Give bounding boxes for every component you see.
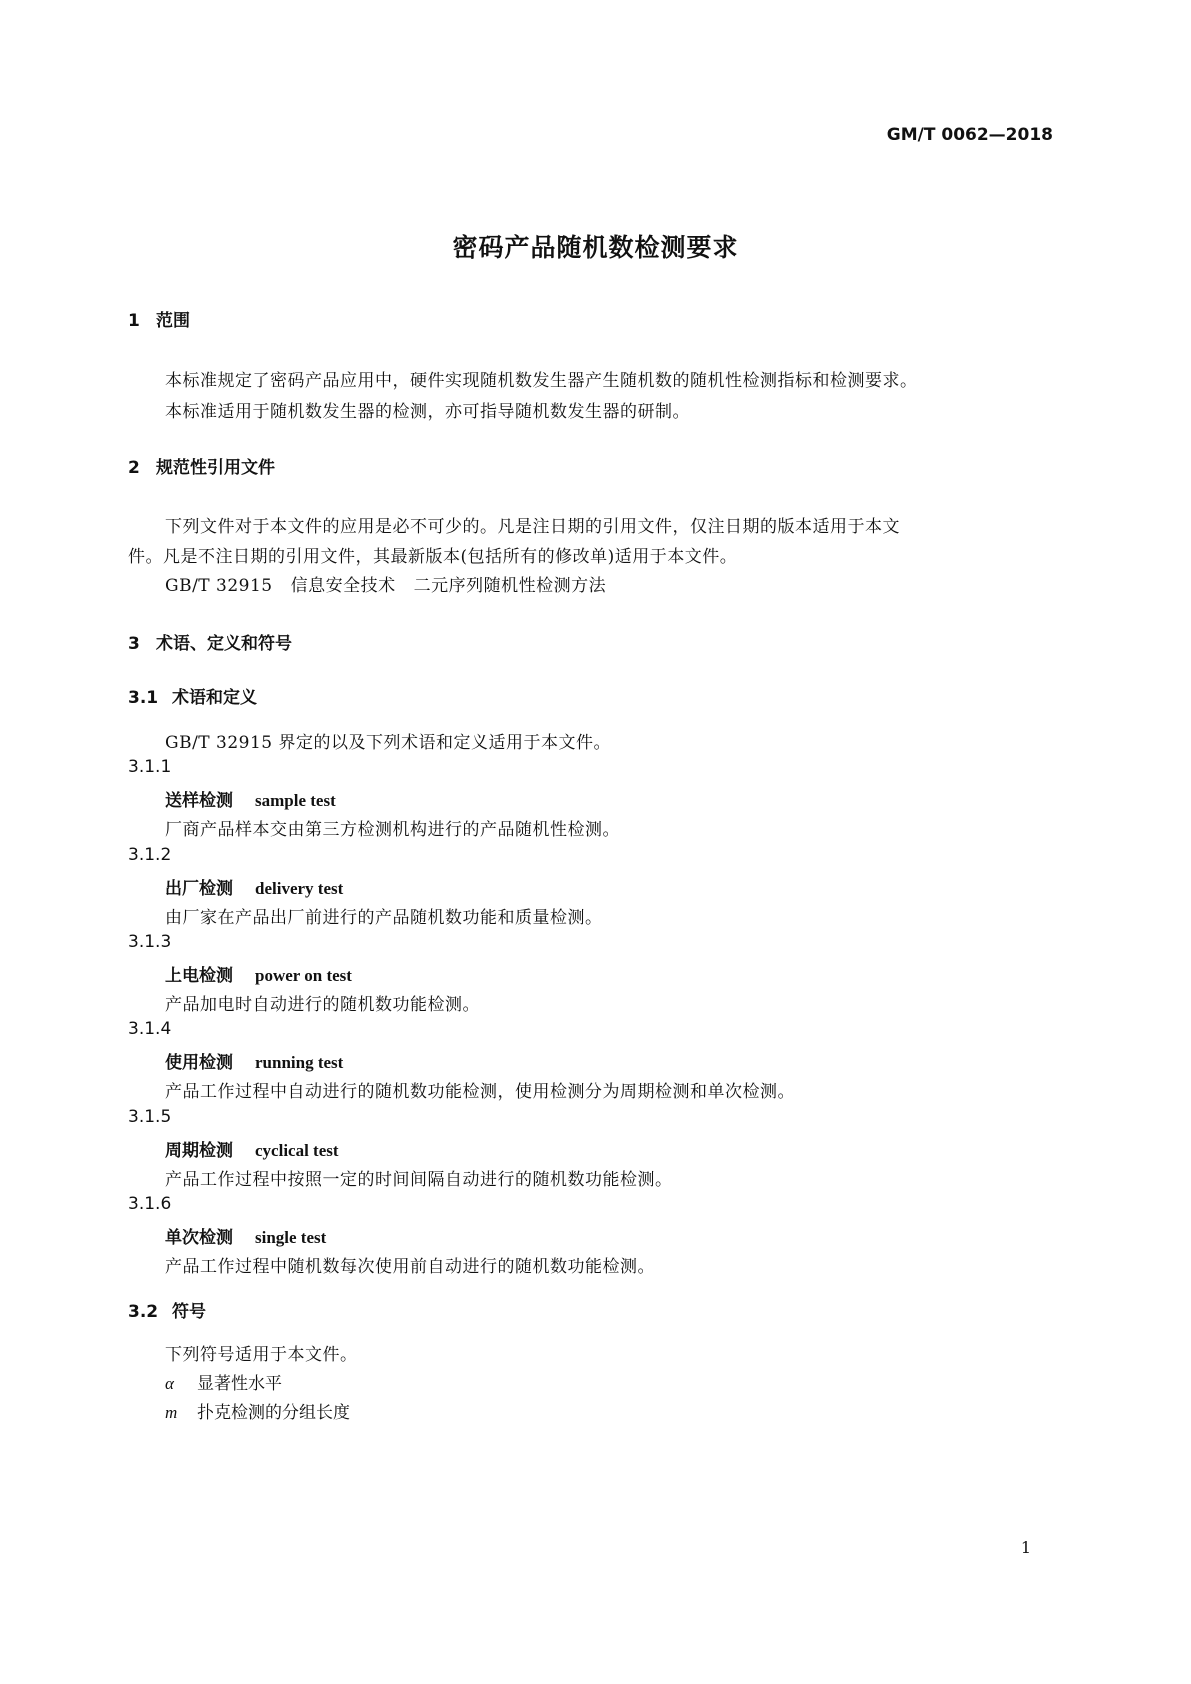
term-chinese: 单次检测: [165, 1228, 233, 1248]
section-2-paragraph-line-2: 件。凡是不注日期的引用文件，其最新版本(包括所有的修改单)适用于本文件。: [128, 547, 738, 567]
reference-code: GB/T 32915: [165, 576, 273, 596]
term-number: 3.1.2: [128, 845, 172, 865]
section-2-paragraph-line-1: 下列文件对于本文件的应用是必不可少的。凡是注日期的引用文件，仅注日期的版本适用于本文: [165, 517, 900, 537]
term-number: 3.1.6: [128, 1194, 172, 1214]
term-number: 3.1.5: [128, 1107, 172, 1127]
section-3-2-intro: 下列符号适用于本文件。: [165, 1345, 358, 1365]
standard-code: GM/T 0062—2018: [886, 125, 1053, 145]
term-chinese: 上电检测: [165, 966, 233, 986]
section-title: 术语和定义: [172, 688, 257, 708]
term-name: [165, 1223, 326, 1248]
term-chinese: 使用检测: [165, 1053, 233, 1073]
term-name: [165, 874, 343, 899]
section-title: 符号: [172, 1302, 206, 1322]
reference-title-part-2: 二元序列随机性检测方法: [413, 576, 607, 596]
section-3-heading: [128, 629, 292, 654]
symbol-description: 显著性水平: [197, 1374, 282, 1394]
symbol-description: 扑克检测的分组长度: [197, 1403, 350, 1423]
symbol-entry: [165, 1369, 282, 1394]
term-name: [165, 1048, 343, 1073]
symbol: m: [165, 1403, 178, 1422]
term-english: running test: [255, 1053, 344, 1072]
term-definition: 厂商产品样本交由第三方检测机构进行的产品随机性检测。: [165, 820, 620, 840]
section-title: 规范性引用文件: [156, 458, 275, 478]
term-definition: 产品加电时自动进行的随机数功能检测。: [165, 995, 480, 1015]
section-1-paragraph-1: 本标准规定了密码产品应用中，硬件实现随机数发生器产生随机数的随机性检测指标和检测要求。: [165, 371, 918, 391]
term-english: cyclical test: [255, 1141, 339, 1160]
section-number: 3.1: [128, 688, 159, 708]
section-2-heading: [128, 453, 275, 478]
section-1-paragraph-2: 本标准适用于随机数发生器的检测，亦可指导随机数发生器的研制。: [165, 402, 690, 422]
term-definition: 产品工作过程中自动进行的随机数功能检测，使用检测分为周期检测和单次检测。: [165, 1082, 795, 1102]
term-chinese: 送样检测: [165, 791, 233, 811]
term-english: power on test: [255, 966, 352, 985]
section-3-1-heading: [128, 683, 257, 708]
term-definition: 由厂家在产品出厂前进行的产品随机数功能和质量检测。: [165, 908, 603, 928]
term-number: 3.1.1: [128, 757, 172, 777]
term-name: [165, 961, 352, 986]
term-english: delivery test: [255, 879, 344, 898]
section-number: 3: [128, 634, 140, 654]
section-3-1-intro: GB/T 32915 界定的以及下列术语和定义适用于本文件。: [165, 733, 612, 753]
term-definition: 产品工作过程中随机数每次使用前自动进行的随机数功能检测。: [165, 1257, 655, 1277]
term-definition: 产品工作过程中按照一定的时间间隔自动进行的随机数功能检测。: [165, 1170, 673, 1190]
reference-title-part-1: 信息安全技术: [290, 576, 396, 596]
term-name: [165, 786, 336, 811]
section-number: 2: [128, 458, 140, 478]
term-english: single test: [255, 1228, 327, 1247]
term-number: 3.1.3: [128, 932, 172, 952]
section-title: 范围: [156, 311, 190, 331]
term-english: sample test: [255, 791, 336, 810]
symbol: α: [165, 1374, 174, 1393]
page-number: 1: [1020, 1538, 1031, 1557]
section-number: 1: [128, 311, 140, 331]
section-number: 3.2: [128, 1302, 159, 1322]
normative-reference: [165, 571, 606, 596]
term-chinese: 出厂检测: [165, 879, 233, 899]
section-3-2-heading: [128, 1297, 206, 1322]
term-number: 3.1.4: [128, 1019, 172, 1039]
section-1-heading: [128, 306, 190, 331]
document-title: 密码产品随机数检测要求: [452, 233, 739, 262]
term-name: [165, 1136, 339, 1161]
term-chinese: 周期检测: [165, 1141, 233, 1161]
symbol-entry: [165, 1398, 350, 1423]
section-title: 术语、定义和符号: [156, 634, 292, 654]
